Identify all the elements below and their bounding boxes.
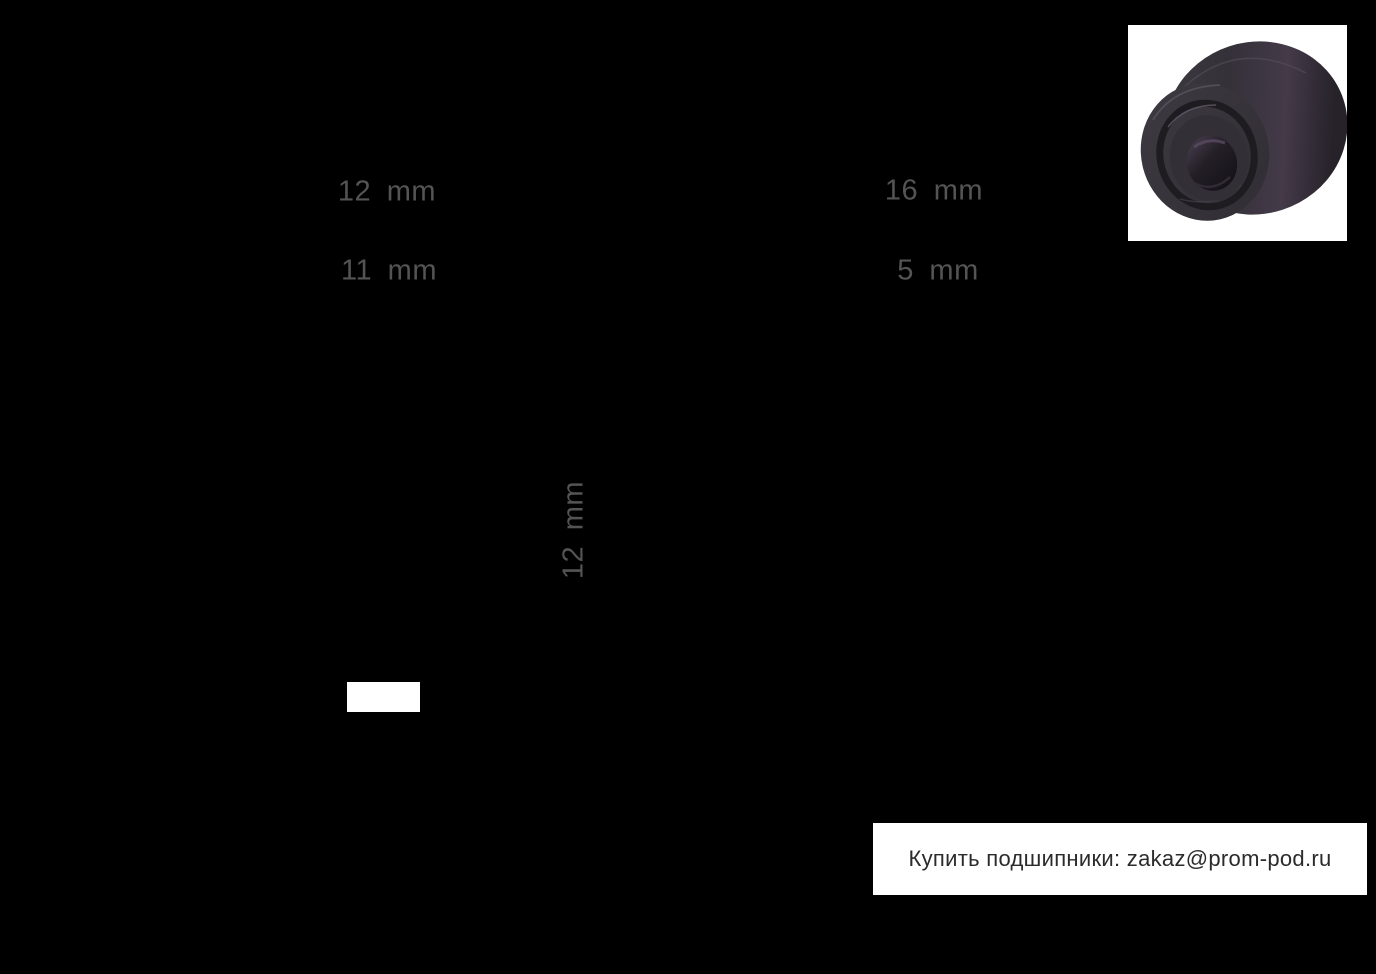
dimension-label-outer-diameter: 16 mm [884,174,984,207]
dimension-label-inner-ring-width: 11 mm [341,254,437,287]
track-roller-bearing-image [1128,25,1347,241]
dimension-label-bore-diameter: 12 mm [337,175,437,208]
blank-white-patch [347,682,420,712]
product-photo-panel [1128,25,1347,241]
contact-banner [873,823,1367,895]
contact-banner-text: Купить подшипники: zakaz@prom-pod.ru [908,846,1332,871]
dimension-label-outer-ring-width: 5 mm [897,254,979,287]
dimension-label-roller-width-vertical: 12 mm [557,480,590,580]
